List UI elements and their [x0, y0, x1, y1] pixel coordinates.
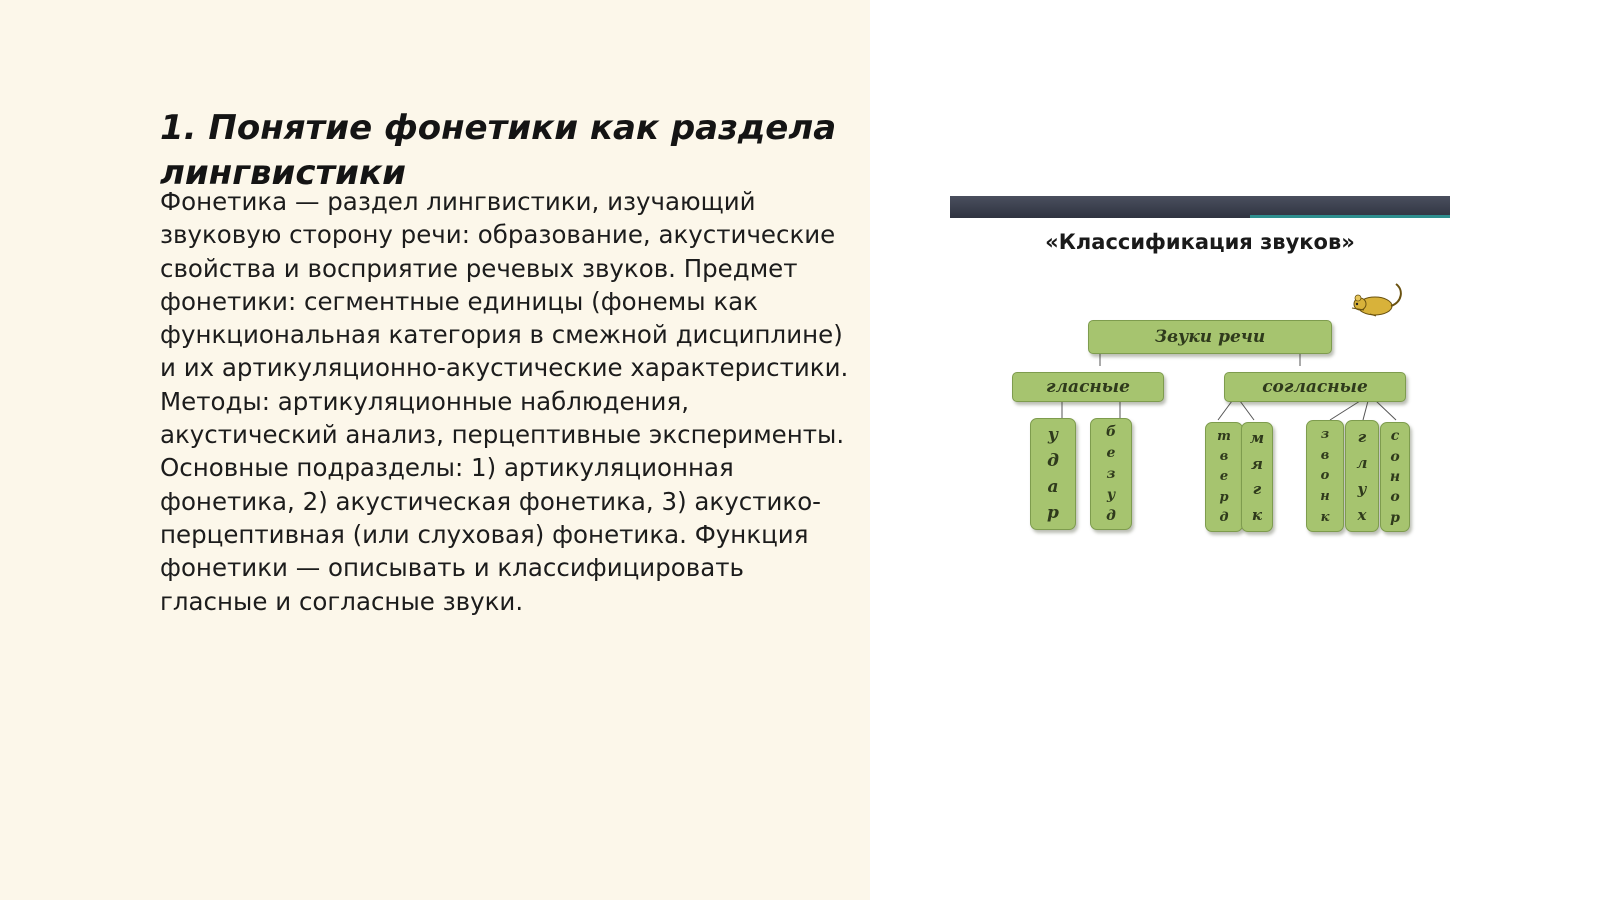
- vowels-group-1-letter: р: [1047, 502, 1059, 523]
- node-consonants: согласные: [1224, 372, 1406, 402]
- consonants-group-3-letter: о: [1320, 468, 1330, 484]
- figure-header-bar: [950, 196, 1450, 218]
- consonants-group-3-letter: в: [1320, 447, 1330, 463]
- vowels-group-2-letter: б: [1105, 424, 1117, 441]
- connector-cons-4: [1363, 401, 1368, 420]
- consonants-group-1-letter: е: [1219, 469, 1229, 485]
- consonants-group-3-letter: з: [1320, 426, 1330, 442]
- consonants-group-1-letter: р: [1219, 489, 1229, 505]
- vowels-group-2-letter: у: [1106, 486, 1116, 503]
- slide-body-text: Фонетика — раздел лингвистики, изучающий звуковую сторону речи: образование, акустические свойства и восприятие речевых звуков. Предмет фонетики: сегментные единицы (фонемы как функциональная категория в смежной дисциплине) и их артикуляционно-акустические характеристики. Методы: артикуляционные наблюдения, акустический анализ, перцептивные эксперименты. Основные подразделы: 1) артикуляционная фонетика, 2) акустическая фонетика, 3) акустико-перцептивная (или слуховая) фонетика. Функция фонетики — описывать и классифицировать гласные и согласные звуки.: [160, 187, 849, 616]
- consonants-group-4-letter: у: [1357, 479, 1367, 498]
- mouse-illustration: [1352, 284, 1401, 316]
- consonants-group-5-letter: р: [1390, 509, 1400, 526]
- connector-cons-3: [1330, 401, 1360, 420]
- consonants-group-2-letter: я: [1251, 454, 1263, 473]
- consonants-group-3-letter: н: [1320, 489, 1330, 505]
- vowels-group-2-letter: з: [1106, 465, 1116, 482]
- consonants-group-3: [1306, 420, 1344, 532]
- vowels-group-1-letter: у: [1047, 424, 1059, 445]
- consonants-group-2: [1241, 422, 1273, 532]
- consonants-group-5: [1380, 422, 1410, 532]
- connector-cons-5: [1376, 401, 1396, 420]
- connector-cons-2: [1240, 401, 1254, 420]
- figure-header-accent: [1250, 215, 1450, 218]
- consonants-group-1-letter: в: [1219, 449, 1229, 465]
- node-vowels: гласные: [1012, 372, 1164, 402]
- consonants-group-2-letter: м: [1249, 429, 1265, 448]
- consonants-group-1: [1205, 422, 1243, 532]
- slide-title: 1. Понятие фонетики как раздела лингвистики: [160, 108, 837, 193]
- classification-figure: [950, 196, 1450, 546]
- consonants-group-2-letter: г: [1252, 480, 1262, 499]
- consonants-group-2-letter: к: [1251, 505, 1263, 524]
- consonants-group-3-letter: к: [1320, 510, 1330, 526]
- figure-title: «Классификация звуков»: [1045, 230, 1355, 254]
- vowels-group-1-letter: а: [1047, 476, 1059, 497]
- consonants-group-4-letter: г: [1357, 427, 1367, 446]
- consonants-group-4-letter: х: [1357, 505, 1367, 524]
- consonants-group-5-letter: с: [1390, 428, 1400, 445]
- vowels-group-2: [1090, 418, 1132, 530]
- vowels-group-1-letter: д: [1047, 450, 1059, 471]
- consonants-group-5-letter: о: [1390, 448, 1400, 465]
- consonants-group-4: [1345, 420, 1379, 532]
- consonants-group-4-letter: л: [1356, 453, 1368, 472]
- vowels-group-2-letter: д: [1106, 507, 1116, 524]
- consonants-group-1-letter: д: [1219, 510, 1229, 526]
- connector-cons-1: [1218, 401, 1232, 420]
- consonants-group-5-letter: о: [1390, 489, 1400, 506]
- vowels-group-2-letter: е: [1106, 445, 1116, 462]
- consonants-group-5-letter: н: [1389, 468, 1401, 485]
- vowels-group-1: [1030, 418, 1076, 530]
- consonants-group-1-letter: т: [1217, 428, 1231, 444]
- node-speech-sounds: Звуки речи: [1088, 320, 1332, 354]
